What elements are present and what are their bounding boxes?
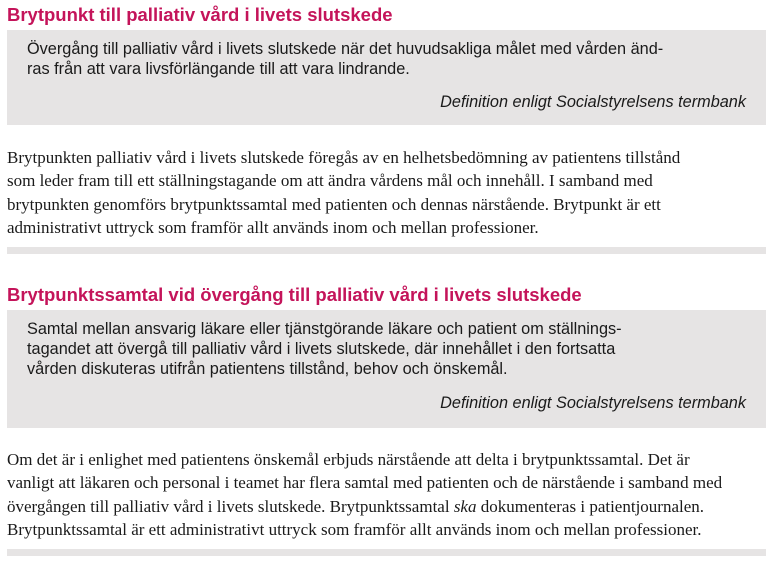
section-divider xyxy=(7,549,766,556)
section-brytpunkt xyxy=(7,4,766,26)
section-divider xyxy=(7,247,766,254)
body-line: Brytpunkten palliativ vård i livets slutskede föregås av en helhetsbedömning av patientens tillstånd xyxy=(7,148,681,167)
body-line: administrativt uttryck som framför allt används inom och mellan professioner. xyxy=(7,217,539,237)
definition-box xyxy=(7,30,766,125)
body-line: brytpunkten genomförs brytpunktssamtal med patienten och dennas närstående. Brytpunkt är ett xyxy=(7,194,661,214)
section-heading: Brytpunkt till palliativ vård i livets slutskede xyxy=(7,4,393,25)
body-paragraph xyxy=(7,146,766,239)
definition-line: vården diskuteras utifrån patientens tillstånd, behov och önskemål. xyxy=(27,360,508,378)
body-line: som leder fram till ett ställningstagande om att ändra vårdens mål och innehåll. I samband med xyxy=(7,171,653,191)
definition-text xyxy=(27,319,746,379)
definition-line: tagandet att övergå till palliativ vård i livets slutskede, där innehållet i den fortsatta xyxy=(27,340,616,358)
definition-line: ras från att vara livsförlängande till att vara lindrande. xyxy=(27,60,410,78)
definition-text xyxy=(27,39,746,79)
definition-box-inner xyxy=(7,30,766,125)
body-line: Brytpunktssamtal är ett administrativt uttryck som framför allt används inom och mellan professioner. xyxy=(7,519,702,539)
body-paragraph xyxy=(7,448,766,541)
emphasis-ska: ska xyxy=(453,496,477,516)
body-text-run: dokumenteras i patientjournalen. xyxy=(476,496,705,516)
body-text xyxy=(7,448,766,541)
definition-box xyxy=(7,310,766,428)
body-line: Om det är i enlighet med patientens önskemål erbjuds närstående att delta i brytpunktssamtal. Det är xyxy=(7,450,690,469)
definition-line: Samtal mellan ansvarig läkare eller tjänstgörande läkare och patient om ställnings- xyxy=(27,320,622,338)
definition-line: Övergång till palliativ vård i livets slutskede när det huvudsakliga målet med vården änd- xyxy=(27,40,664,58)
section-heading: Brytpunktssamtal vid övergång till palliativ vård i livets slutskede xyxy=(7,284,582,305)
section-brytpunktssamtal xyxy=(7,284,766,306)
definition-box-inner xyxy=(7,310,766,428)
body-line xyxy=(7,495,766,518)
definition-source: Definition enligt Socialstyrelsens termbank xyxy=(440,93,746,111)
body-text xyxy=(7,146,766,239)
body-line: vanligt att läkaren och personal i teamet har flera samtal med patienten och de närstående i samband med xyxy=(7,473,723,493)
definition-source: Definition enligt Socialstyrelsens termbank xyxy=(440,394,746,412)
body-text-run: övergången till palliativ vård i livets slutskede. Brytpunktssamtal xyxy=(7,496,450,516)
